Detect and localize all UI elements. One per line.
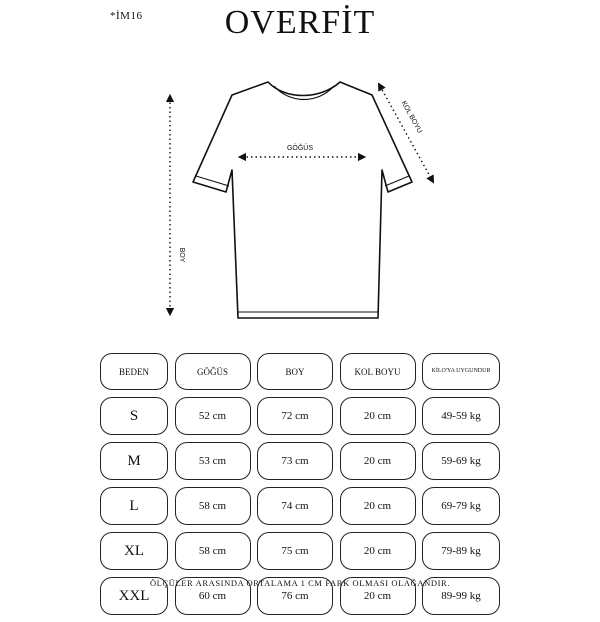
sleeve-cell: 20 cm — [340, 487, 416, 525]
table-row — [100, 442, 500, 480]
length-cell: 75 cm — [257, 532, 333, 570]
table-row — [100, 397, 500, 435]
sleeve-cell: 20 cm — [340, 397, 416, 435]
sleeve-label: KOL BOYU — [399, 100, 423, 135]
table-row — [100, 532, 500, 570]
weight-cell: 79-89 kg — [422, 532, 500, 570]
header-length: BOY — [257, 353, 333, 390]
chest-cell: 53 cm — [175, 442, 251, 480]
size-cell: M — [100, 442, 168, 480]
chest-label: GÖĞÜS — [286, 145, 314, 152]
length-label: BOY — [178, 247, 185, 263]
weight-cell: 49-59 kg — [422, 397, 500, 435]
size-cell: XXL — [100, 577, 168, 615]
product-code: *İM16 — [110, 10, 143, 22]
header-size: BEDEN — [100, 353, 168, 390]
weight-cell: 59-69 kg — [422, 442, 500, 480]
header-weight: KİLO'YA UYGUNDUR — [422, 353, 500, 390]
length-cell: 74 cm — [257, 487, 333, 525]
page-title: OVERFİT — [224, 4, 376, 41]
size-cell: XL — [100, 532, 168, 570]
sleeve-cell: 20 cm — [340, 532, 416, 570]
length-cell: 72 cm — [257, 397, 333, 435]
chest-cell: 58 cm — [175, 532, 251, 570]
sleeve-cell: 20 cm — [340, 577, 416, 615]
size-cell: L — [100, 487, 168, 525]
table-header-row — [100, 353, 500, 390]
chest-cell: 52 cm — [175, 397, 251, 435]
length-cell: 76 cm — [257, 577, 333, 615]
chest-cell: 58 cm — [175, 487, 251, 525]
header-chest: GÖĞÜS — [175, 353, 251, 390]
sleeve-cell: 20 cm — [340, 442, 416, 480]
header-sleeve: KOL BOYU — [340, 353, 416, 390]
length-cell: 73 cm — [257, 442, 333, 480]
size-cell: S — [100, 397, 168, 435]
weight-cell: 89-99 kg — [422, 577, 500, 615]
chest-cell: 60 cm — [175, 577, 251, 615]
tshirt-outline — [193, 82, 412, 318]
weight-cell: 69-79 kg — [422, 487, 500, 525]
footnote: ÖLÇÜLER ARASINDA ORTALAMA 1 CM FARK OLMASI OLAĞANDIR. — [149, 578, 451, 588]
table-row — [100, 487, 500, 525]
